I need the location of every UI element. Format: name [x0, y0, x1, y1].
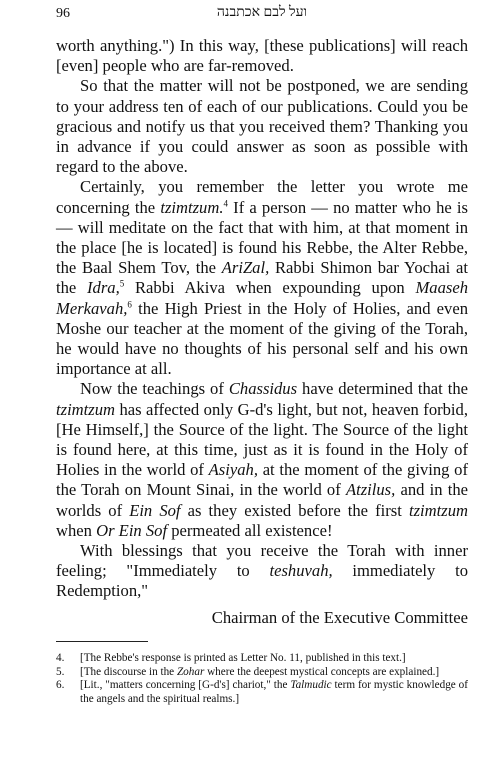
- page-number: 96: [56, 6, 70, 21]
- paragraph-3: Certainly, you remember the letter you wrote me concerning the tzimtzum.$^4$ If a person — no matter who he is — will meditate on the fact that with him, at that moment in the place [he is located] is found his Rebbe, the Alter Rebbe, the Baal Shem Tov, the AriZal, Rabbi Shimon bar Yochai at the Idra,$^5$ Rabbi Akiva when expounding upon Maaseh Merkavah,$^6$ the High Priest in the Holy of Holies, and even Moshe our teacher at the moment of the giving of the Torah, he would have no thoughts of his personal self and his own importance at all.: [56, 177, 468, 379]
- footnote-text: [The Rebbe's response is printed as Letter No. 11, published in this text.]: [80, 652, 406, 664]
- italic-term: Talmudic: [290, 679, 332, 692]
- footnote-6: [56, 679, 468, 706]
- italic-term: tzimtzum.: [160, 197, 224, 217]
- italic-term: Or Ein Sof: [96, 520, 168, 540]
- italic-term: tzimtzum: [408, 500, 468, 520]
- italic-term: teshuvah,: [269, 561, 333, 581]
- footnote-5: [56, 666, 468, 680]
- footnote-number: 6.: [56, 679, 65, 692]
- footnote-divider: [56, 641, 148, 642]
- italic-term: AriZal,: [221, 258, 270, 278]
- signature: Chairman of the Executive Committee: [211, 607, 468, 627]
- paragraph-1: worth anything.") In this way, [these publications] will reach [even] people who are far-removed.: [56, 36, 468, 76]
- paragraph-4: Now the teachings of Chassidus have determined that the tzimtzum has affected only G-d's light, but not, heaven forbid, [He Himself,] the Source of the light. The Source of the light is found here, at this time, just as it is found in the Holy of Holies in the world of Asiyah, at the moment of the giving of the Torah on Mount Sinai, in the world of Atzilus, and in the worlds of Ein Sof as they existed before the first tzimtzum when Or Ein Sof permeated all existence!: [56, 379, 468, 540]
- italic-term: tzimtzum: [56, 399, 116, 419]
- italic-term: Maaseh Merkavah,: [56, 278, 468, 318]
- footnote-text: [Lit., "matters concerning [G-d's] chariot," the Talmudic term for mystic knowledge of the angels and the spiritual realms.]: [80, 679, 468, 705]
- italic-term: Ein Sof: [129, 500, 181, 520]
- body-text: [56, 36, 468, 628]
- footnote-text: [The discourse in the Zohar where the deepest mystical concepts are explained.]: [80, 665, 440, 678]
- footnote-4: [56, 652, 468, 666]
- italic-term: Asiyah,: [208, 460, 258, 480]
- footnote-marker: 5: [119, 278, 125, 289]
- italic-term: Zohar: [176, 665, 205, 678]
- paragraph-5: With blessings that you receive the Torah with inner feeling; "Immediately to teshuvah, immediately to Redemption,": [56, 541, 469, 601]
- footnote-number: 4.: [56, 652, 65, 664]
- page-header: [56, 0, 468, 30]
- italic-term: Chassidus: [228, 379, 298, 399]
- footnote-marker: 6: [127, 299, 132, 310]
- running-head: ועל לבם אכתבנה: [216, 5, 308, 20]
- footnotes: [56, 652, 468, 706]
- paragraph-2: So that the matter will not be postponed, we are sending to your address ten of each of our publications. Could you be gracious and notify us that you received them? Thanking you in advance if you could answer as soon as possible with regard to the above.: [56, 76, 468, 177]
- italic-term: Atzilus,: [345, 480, 396, 500]
- italic-term: Idra,: [87, 278, 120, 298]
- footnote-marker: 4: [223, 198, 228, 209]
- footnote-number: 5.: [56, 665, 65, 678]
- book-page: [56, 0, 469, 705]
